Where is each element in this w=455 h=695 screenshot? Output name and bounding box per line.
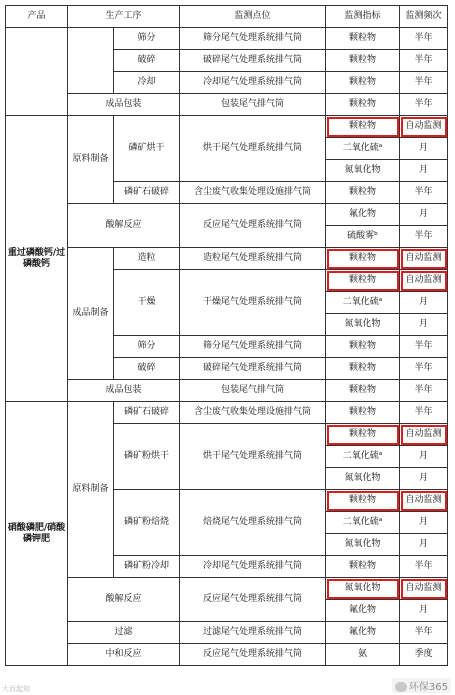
product-cell: 重过磷酸钙/过磷酸钙 <box>6 116 68 402</box>
header-process: 生产工序 <box>68 6 180 28</box>
process-cell: 中和反应 <box>68 644 180 666</box>
indicator-cell: 二氧化硫ᵃ <box>326 138 400 160</box>
indicator-cell: 颗粒物 <box>326 94 400 116</box>
table-row <box>6 204 448 226</box>
indicator-cell: 二氧化硫ᵃ <box>326 292 400 314</box>
indicator-cell: 二氧化硫ᵃ <box>326 446 400 468</box>
header-indicator: 监测指标 <box>326 6 400 28</box>
table-row <box>6 248 448 270</box>
frequency-cell: 月 <box>400 600 448 622</box>
indicator-cell: 颗粒物 <box>326 182 400 204</box>
indicator-cell: 二氧化硫ᵃ <box>326 512 400 534</box>
indicator-cell: 颗粒物 <box>326 50 400 72</box>
process-cell: 成品包装 <box>68 94 180 116</box>
frequency-cell: 自动监测 <box>400 116 448 138</box>
indicator-cell: 氮氧化物 <box>326 160 400 182</box>
frequency-cell: 自动监测 <box>400 270 448 292</box>
indicator-cell: 颗粒物 <box>326 28 400 50</box>
frequency-cell: 半年 <box>400 622 448 644</box>
subprocess-cell: 干燥 <box>114 270 180 336</box>
indicator-cell: 颗粒物 <box>326 116 400 138</box>
frequency-cell: 自动监测 <box>400 490 448 512</box>
subprocess-cell: 磷矿粉烘干 <box>114 424 180 490</box>
watermark-right-text: 环保365 <box>408 682 448 693</box>
table-row <box>6 380 448 402</box>
frequency-cell: 自动监测 <box>400 578 448 600</box>
point-cell: 含尘废气收集处理设施排气筒 <box>180 182 326 204</box>
frequency-cell: 月 <box>400 512 448 534</box>
point-cell: 干燥尾气处理系统排气筒 <box>180 270 326 336</box>
frequency-cell: 月 <box>400 204 448 226</box>
header-frequency: 监测频次 <box>400 6 448 28</box>
subprocess-cell: 磷矿粉冷却 <box>114 556 180 578</box>
frequency-cell: 自动监测 <box>400 424 448 446</box>
subprocess-cell: 磷矿烘干 <box>114 116 180 182</box>
subprocess-cell: 磷矿石破碎 <box>114 402 180 424</box>
process-cell: 酸解反应 <box>68 204 180 248</box>
wechat-icon <box>395 682 407 692</box>
point-cell: 过滤尾气处理系统排气筒 <box>180 622 326 644</box>
watermark-left: 大而起知 <box>2 685 30 693</box>
indicator-cell: 氟化物 <box>326 622 400 644</box>
frequency-cell: 半年 <box>400 72 448 94</box>
indicator-cell: 颗粒物 <box>326 248 400 270</box>
point-cell: 反应尾气处理系统排气筒 <box>180 644 326 666</box>
frequency-cell: 月 <box>400 446 448 468</box>
header-point: 监测点位 <box>180 6 326 28</box>
frequency-cell: 半年 <box>400 402 448 424</box>
point-cell: 反应尾气处理系统排气筒 <box>180 204 326 248</box>
indicator-cell: 硫酸雾ᵇ <box>326 226 400 248</box>
point-cell: 烘干尾气处理系统排气筒 <box>180 116 326 182</box>
point-cell: 冷却尾气处理系统排气筒 <box>180 556 326 578</box>
process-cell: 原料制备 <box>68 116 114 204</box>
product-cell <box>6 28 68 116</box>
frequency-cell: 半年 <box>400 28 448 50</box>
indicator-cell: 颗粒物 <box>326 490 400 512</box>
point-cell: 冷却尾气处理系统排气筒 <box>180 72 326 94</box>
point-cell: 包装尾气排气筒 <box>180 94 326 116</box>
process-cell: 成品制备 <box>68 248 114 380</box>
frequency-cell: 半年 <box>400 182 448 204</box>
frequency-cell: 月 <box>400 314 448 336</box>
frequency-cell: 月 <box>400 160 448 182</box>
subprocess-cell: 破碎 <box>114 358 180 380</box>
watermark-right <box>392 678 451 693</box>
indicator-cell: 氮氧化物 <box>326 314 400 336</box>
point-cell: 筛分尾气处理系统排气筒 <box>180 336 326 358</box>
point-cell: 破碎尾气处理系统排气筒 <box>180 50 326 72</box>
subprocess-cell: 冷却 <box>114 72 180 94</box>
indicator-cell: 氟化物 <box>326 600 400 622</box>
indicator-cell: 颗粒物 <box>326 358 400 380</box>
table-row <box>6 644 448 666</box>
frequency-cell: 月 <box>400 534 448 556</box>
process-cell: 原料制备 <box>68 402 114 578</box>
frequency-cell: 半年 <box>400 226 448 248</box>
indicator-cell: 颗粒物 <box>326 336 400 358</box>
table-row <box>6 402 448 424</box>
point-cell: 造粒尾气处理系统排气筒 <box>180 248 326 270</box>
table-row <box>6 578 448 600</box>
monitoring-table <box>5 5 448 666</box>
table-row <box>6 622 448 644</box>
indicator-cell: 颗粒物 <box>326 402 400 424</box>
subprocess-cell: 磷矿粉焙烧 <box>114 490 180 556</box>
indicator-cell: 颗粒物 <box>326 270 400 292</box>
product-cell: 硝酸磷肥/硝酸磷钾肥 <box>6 402 68 666</box>
table-header-row <box>6 6 448 28</box>
process-cell: 酸解反应 <box>68 578 180 622</box>
frequency-cell: 自动监测 <box>400 248 448 270</box>
subprocess-cell: 筛分 <box>114 28 180 50</box>
frequency-cell: 季度 <box>400 644 448 666</box>
point-cell: 包装尾气排气筒 <box>180 380 326 402</box>
indicator-cell: 颗粒物 <box>326 424 400 446</box>
table-row <box>6 116 448 138</box>
subprocess-cell: 筛分 <box>114 336 180 358</box>
frequency-cell: 月 <box>400 138 448 160</box>
indicator-cell: 氮氧化物 <box>326 468 400 490</box>
process-cell: 过滤 <box>68 622 180 644</box>
subprocess-cell: 磷矿石破碎 <box>114 182 180 204</box>
frequency-cell: 半年 <box>400 336 448 358</box>
subprocess-cell: 造粒 <box>114 248 180 270</box>
frequency-cell: 半年 <box>400 358 448 380</box>
indicator-cell: 氮氧化物 <box>326 578 400 600</box>
indicator-cell: 氟化物 <box>326 204 400 226</box>
indicator-cell: 颗粒物 <box>326 72 400 94</box>
frequency-cell: 月 <box>400 468 448 490</box>
frequency-cell: 半年 <box>400 556 448 578</box>
frequency-cell: 半年 <box>400 50 448 72</box>
point-cell: 筛分尾气处理系统排气筒 <box>180 28 326 50</box>
header-product: 产品 <box>6 6 68 28</box>
indicator-cell: 颗粒物 <box>326 556 400 578</box>
process-cell: 成品包装 <box>68 380 180 402</box>
frequency-cell: 半年 <box>400 380 448 402</box>
point-cell: 破碎尾气处理系统排气筒 <box>180 358 326 380</box>
indicator-cell: 氨 <box>326 644 400 666</box>
table-row <box>6 28 448 50</box>
frequency-cell: 半年 <box>400 94 448 116</box>
process-cell <box>68 28 114 94</box>
indicator-cell: 氮氧化物 <box>326 534 400 556</box>
point-cell: 反应尾气处理系统排气筒 <box>180 578 326 622</box>
frequency-cell: 月 <box>400 292 448 314</box>
table-row <box>6 94 448 116</box>
indicator-cell: 颗粒物 <box>326 380 400 402</box>
subprocess-cell: 破碎 <box>114 50 180 72</box>
point-cell: 烘干尾气处理系统排气筒 <box>180 424 326 490</box>
point-cell: 含尘废气收集处理设施排气筒 <box>180 402 326 424</box>
point-cell: 焙烧尾气处理系统排气筒 <box>180 490 326 556</box>
